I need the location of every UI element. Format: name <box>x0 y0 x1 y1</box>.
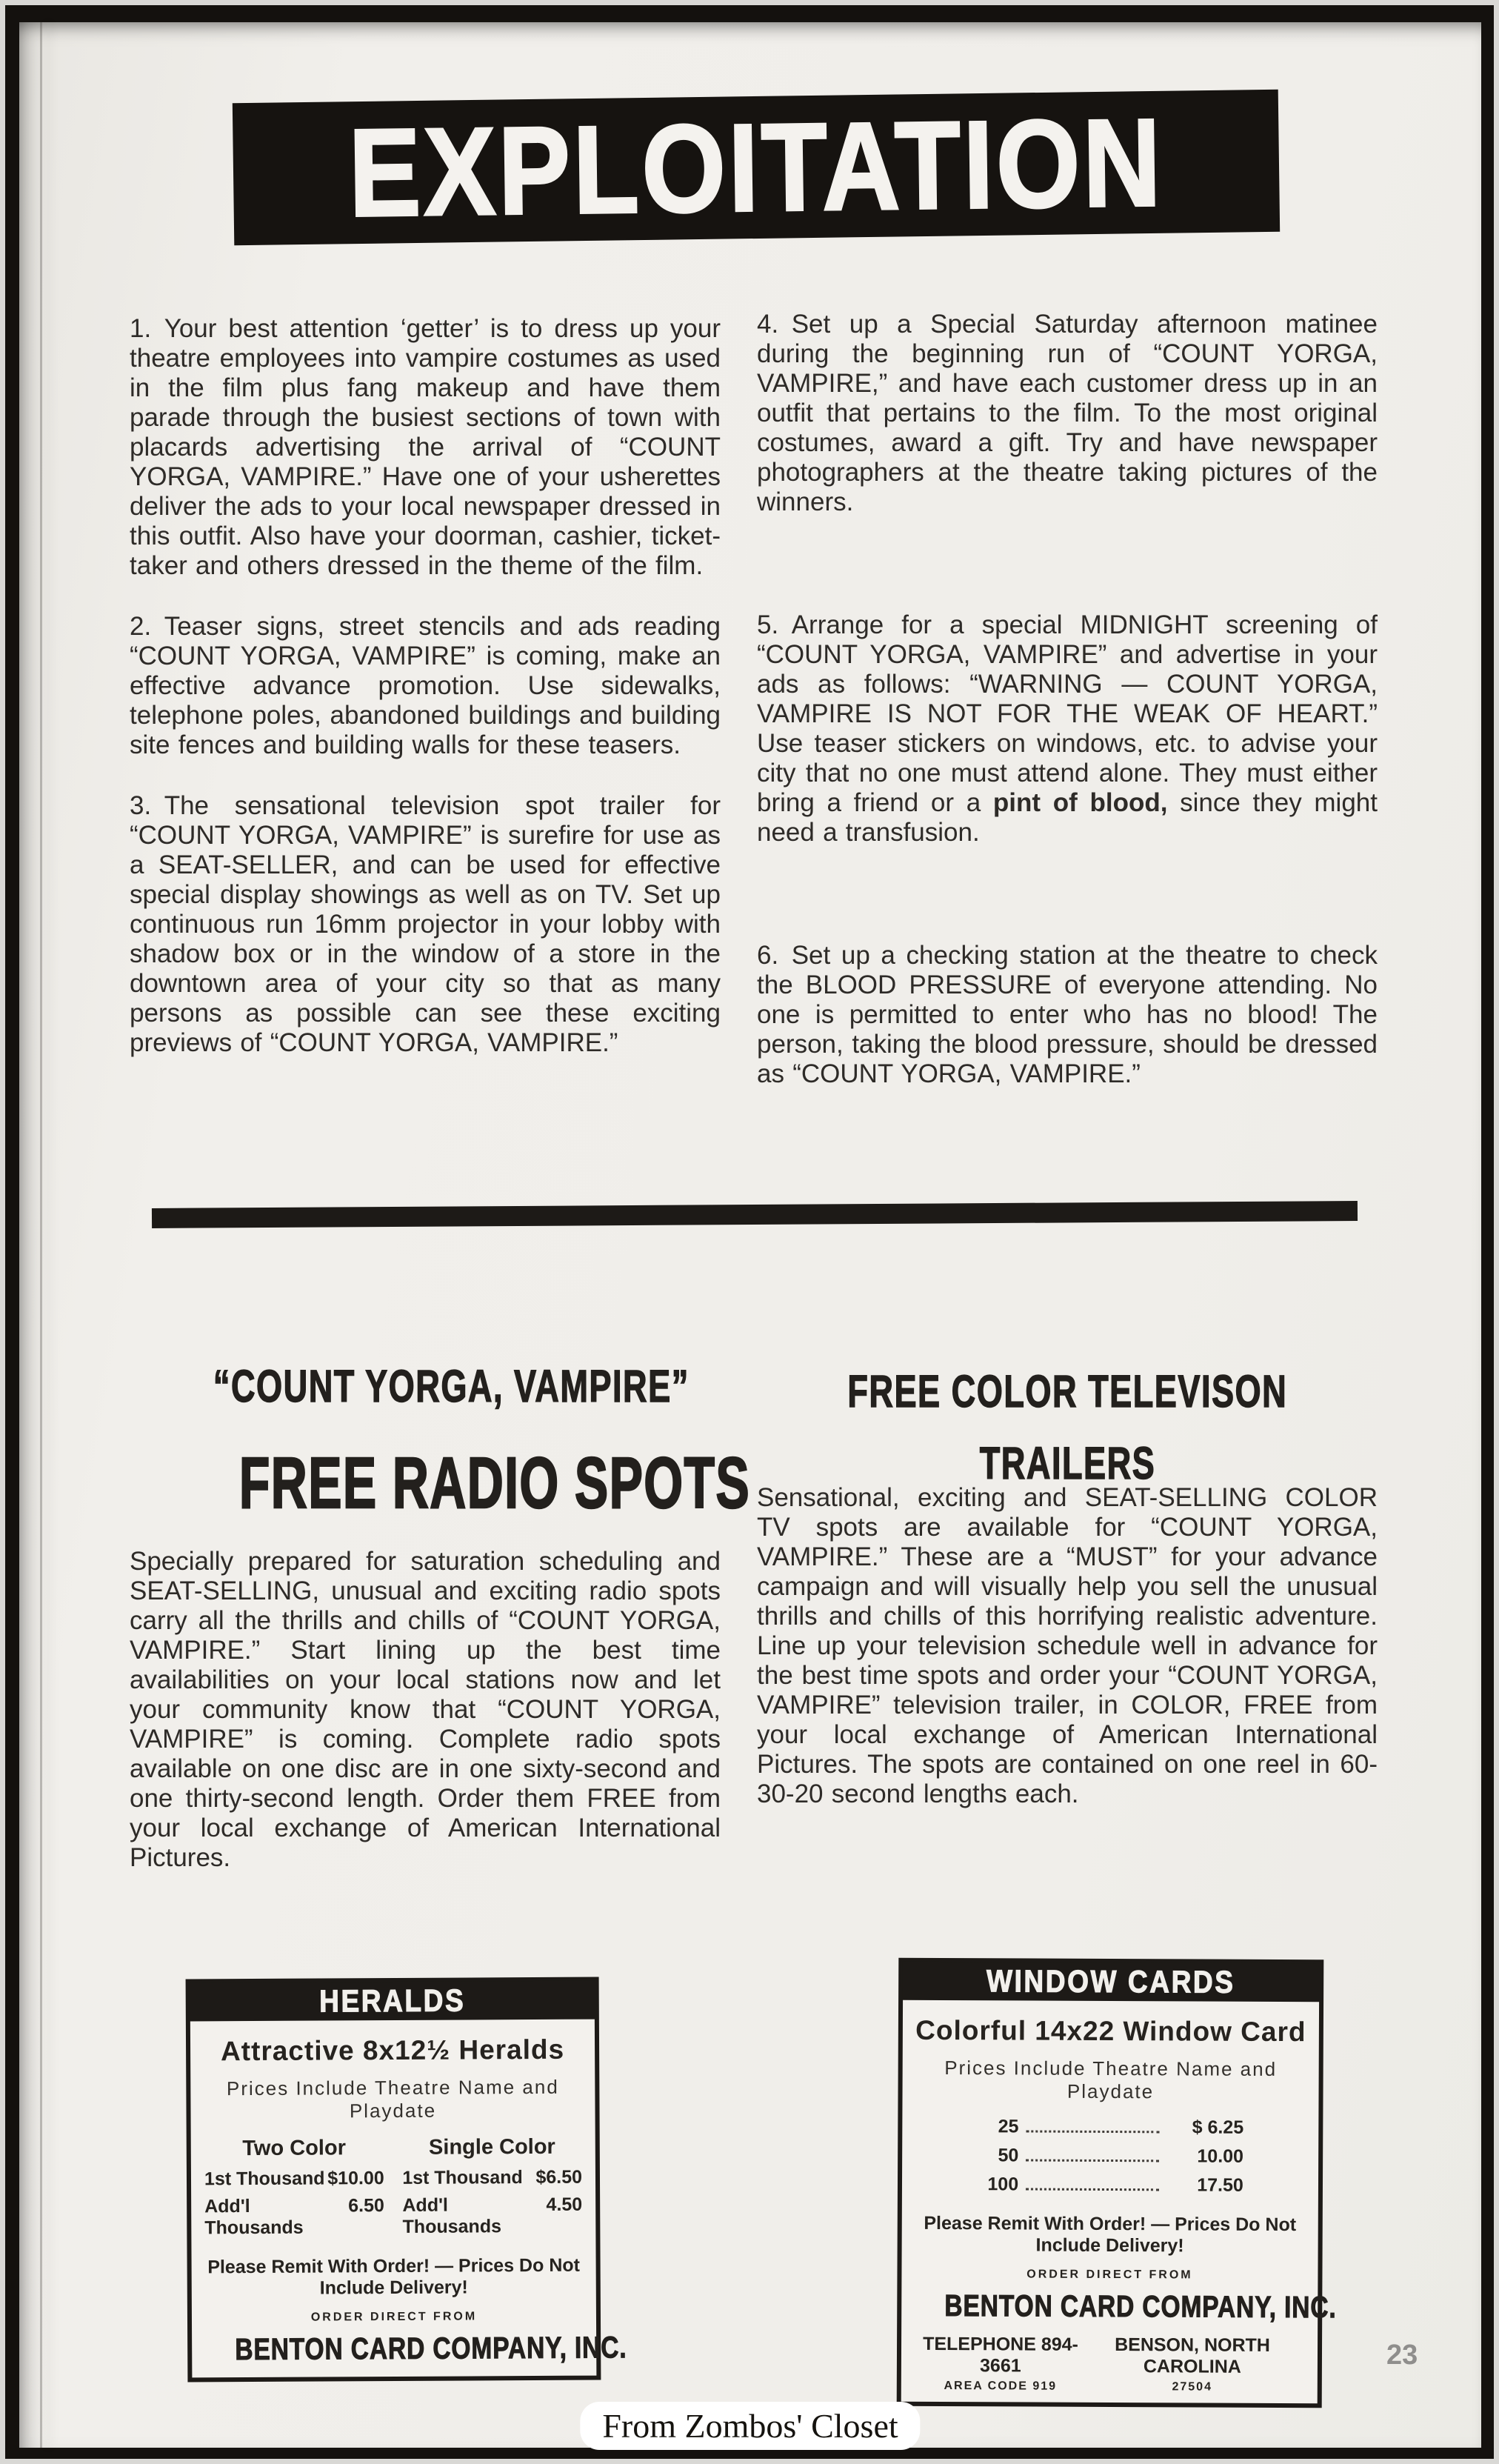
price-label: Add'l Thousands <box>402 2194 502 2237</box>
tip-5-text: 5. Arrange for a special MIDNIGHT screening of “COUNT YORGA, VAMPIRE” and advertise in your ads as follows: “WARNING — COUNT YORGA, VAMPIRE IS NOT FOR THE WEAK OF HEART.” Use teaser stickers on windows, etc. to advise your city that no one must attend alone. They must either bring a friend or a <box>757 610 1378 817</box>
heralds-headline: Attractive 8x12½ Heralds <box>220 2034 565 2067</box>
benton-card-company <box>192 2330 627 2368</box>
tips-column-left <box>130 314 721 1089</box>
table-row <box>401 2167 584 2189</box>
exploitation-banner <box>233 90 1280 245</box>
price-value: $ 6.25 <box>1192 2117 1244 2138</box>
heralds-order-box <box>186 1977 627 2383</box>
telephone-block <box>918 2334 1084 2394</box>
price-value: 4.50 <box>546 2194 583 2215</box>
source-caption: From Zombos' Closet <box>580 2402 920 2450</box>
radio-section-title <box>130 1442 751 1525</box>
telephone: TELEPHONE 894-3661 <box>923 2333 1078 2377</box>
two-color-pricing <box>203 2130 386 2239</box>
quantity: 100 <box>987 2174 1019 2195</box>
heralds-subhead: Prices Include Theatre Name and Playdate <box>226 2075 559 2122</box>
window-cards-banner <box>902 1962 1320 2002</box>
heralds-banner-text: HERALDS <box>319 1982 466 2019</box>
page-edge-shadow <box>40 22 42 2448</box>
tip-2: 2. Teaser signs, street stencils and ads reading “COUNT YORGA, VAMPIRE” is coming, make an effective advance promotion. Use sidewalks, telephone poles, abandoned buildings and building site fences and building walls for these teasers. <box>130 612 721 759</box>
table-row <box>203 2195 386 2239</box>
quantity: 50 <box>998 2145 1019 2166</box>
tv-section-body: Sensational, exciting and SEAT-SELLING COLOR TV spots are available for “COUNT YORGA, VAMPIRE.” These are a “MUST” for your advance campaign and will visually help you sell the unusual thrills and chills of this horrifying realistic adventure. Line up your television schedule well in advance for the best time spots and order your “COUNT YORGA, VAMPIRE” television trailer, in COLOR, FREE from your local exchange of American International Pictures. The spots are contained on one reel in 60-30-20 second lengths each. <box>757 1483 1378 1808</box>
company-name: BENTON CARD COMPANY, INC. <box>235 2330 627 2367</box>
section-divider-rule <box>152 1201 1358 1228</box>
area-code: AREA CODE 919 <box>944 2380 1058 2393</box>
city-state: BENSON, NORTH CAROLINA <box>1115 2334 1270 2377</box>
tv-title-line2: TRAILERS <box>979 1438 1155 1488</box>
tip-5-text-end: since they might need a transfusion. <box>757 788 1378 847</box>
page-number: 23 <box>1386 2340 1418 2371</box>
heralds-banner <box>190 1981 595 2022</box>
price-label: Add'l Thousands <box>204 2196 304 2239</box>
heralds-price-table <box>191 2129 596 2240</box>
dotted-leader <box>1026 2160 1159 2162</box>
table-row <box>977 2116 1243 2139</box>
quantity: 25 <box>998 2116 1019 2137</box>
price-label: 1st Thousand <box>204 2168 325 2190</box>
window-cards-order-direct: ORDER DIRECT FROM <box>1026 2268 1193 2282</box>
price-value: 10.00 <box>1197 2145 1244 2167</box>
tip-5 <box>757 610 1378 848</box>
price-value: $10.00 <box>327 2168 384 2189</box>
pint-of-blood-emphasis: pint of blood, <box>992 788 1168 817</box>
address-block <box>1084 2334 1301 2394</box>
company-contact-info <box>901 2334 1318 2403</box>
table-row <box>977 2174 1243 2197</box>
price-value: 17.50 <box>1197 2174 1243 2196</box>
zip-code: 27504 <box>1172 2380 1213 2394</box>
dotted-leader <box>1026 2188 1159 2191</box>
benton-card-company <box>901 2288 1337 2325</box>
price-value: 6.50 <box>348 2195 384 2217</box>
single-color-header: Single Color <box>428 2134 555 2160</box>
heralds-remit-note: Please Remit With Order! — Prices Do Not Include Delivery! <box>207 2254 581 2299</box>
radio-title-text: FREE RADIO SPOTS <box>238 1442 751 1523</box>
company-name: BENTON CARD COMPANY, INC. <box>944 2288 1337 2325</box>
tips-column-right <box>757 310 1378 1120</box>
tip-3: 3. The sensational television spot trailer for “COUNT YORGA, VAMPIRE” is surefire for use as a SEAT-SELLER, and can be used for effective special display showings as well as on TV. Set up continuous run 16mm projector in your lobby with shadow box or in the window of a store in the downtown area of your city so that as many persons as possible can see these exciting previews of “COUNT YORGA, VAMPIRE.” <box>130 791 721 1057</box>
price-value: $6.50 <box>535 2166 583 2188</box>
radio-section-body: Specially prepared for saturation scheduling and SEAT-SELLING, unusual and exciting radio spots carry all the thrills and chills of “COUNT YORGA, VAMPIRE.” Start lining up the best time availabilities on your local stations now and let your community know that “COUNT YORGA, VAMPIRE” is coming. Complete radio spots available on one disc are in one sixty-second and one thirty-second length. Order them FREE from your local exchange of American International Pictures. <box>130 1547 721 1872</box>
dotted-leader <box>1026 2131 1159 2134</box>
heralds-order-direct: ORDER DIRECT FROM <box>310 2310 478 2324</box>
tv-title-line1: FREE COLOR TELEVISON <box>847 1366 1287 1416</box>
window-cards-subhead: Prices Include Theatre Name and Playdate <box>944 2057 1278 2103</box>
tip-1: 1. Your best attention ‘getter’ is to dress up your theatre employees into vampire costumes as used in the film plus fang makeup and have them parade through the busiest sections of town with placards advertising the arrival of “COUNT YORGA, VAMPIRE.” Have one of your usherettes deliver the ads to your local newspaper dressed in this outfit. Also have your doorman, cashier, ticket-taker and others dressed in the theme of the film. <box>130 314 721 580</box>
radio-kicker-text: “COUNT YORGA, VAMPIRE” <box>213 1361 690 1411</box>
price-label: 1st Thousand <box>402 2167 523 2188</box>
window-cards-headline: Colorful 14x22 Window Card <box>915 2014 1306 2048</box>
page-title: EXPLOITATION <box>347 92 1165 242</box>
paper <box>19 22 1481 2448</box>
radio-section-kicker <box>130 1360 721 1412</box>
window-cards-order-box <box>897 1958 1337 2408</box>
window-cards-banner-text: WINDOW CARDS <box>986 1963 1236 1999</box>
window-cards-price-table <box>977 2116 1243 2197</box>
tip-6: 6. Set up a checking station at the theatre to check the BLOOD PRESSURE of everyone attending. No one is permitted to enter who has no blood! The person, taking the blood pressure, should be dressed as “COUNT YORGA, VAMPIRE.” <box>757 941 1378 1088</box>
two-color-header: Two Color <box>242 2136 347 2161</box>
table-row <box>977 2145 1243 2168</box>
table-row <box>401 2194 584 2238</box>
tip-4: 4. Set up a Special Saturday afternoon matinee during the beginning run of “COUNT YORGA, VAMPIRE,” and have each customer dress up in an outfit that pertains to the film. To the most original costumes, award a gift. Try and have newspaper photographers at the theatre taking pictures of the winners. <box>757 310 1378 516</box>
window-cards-remit-note: Please Remit With Order! — Prices Do Not Include Delivery! <box>924 2212 1297 2257</box>
single-color-pricing <box>401 2129 584 2238</box>
table-row <box>203 2168 386 2190</box>
